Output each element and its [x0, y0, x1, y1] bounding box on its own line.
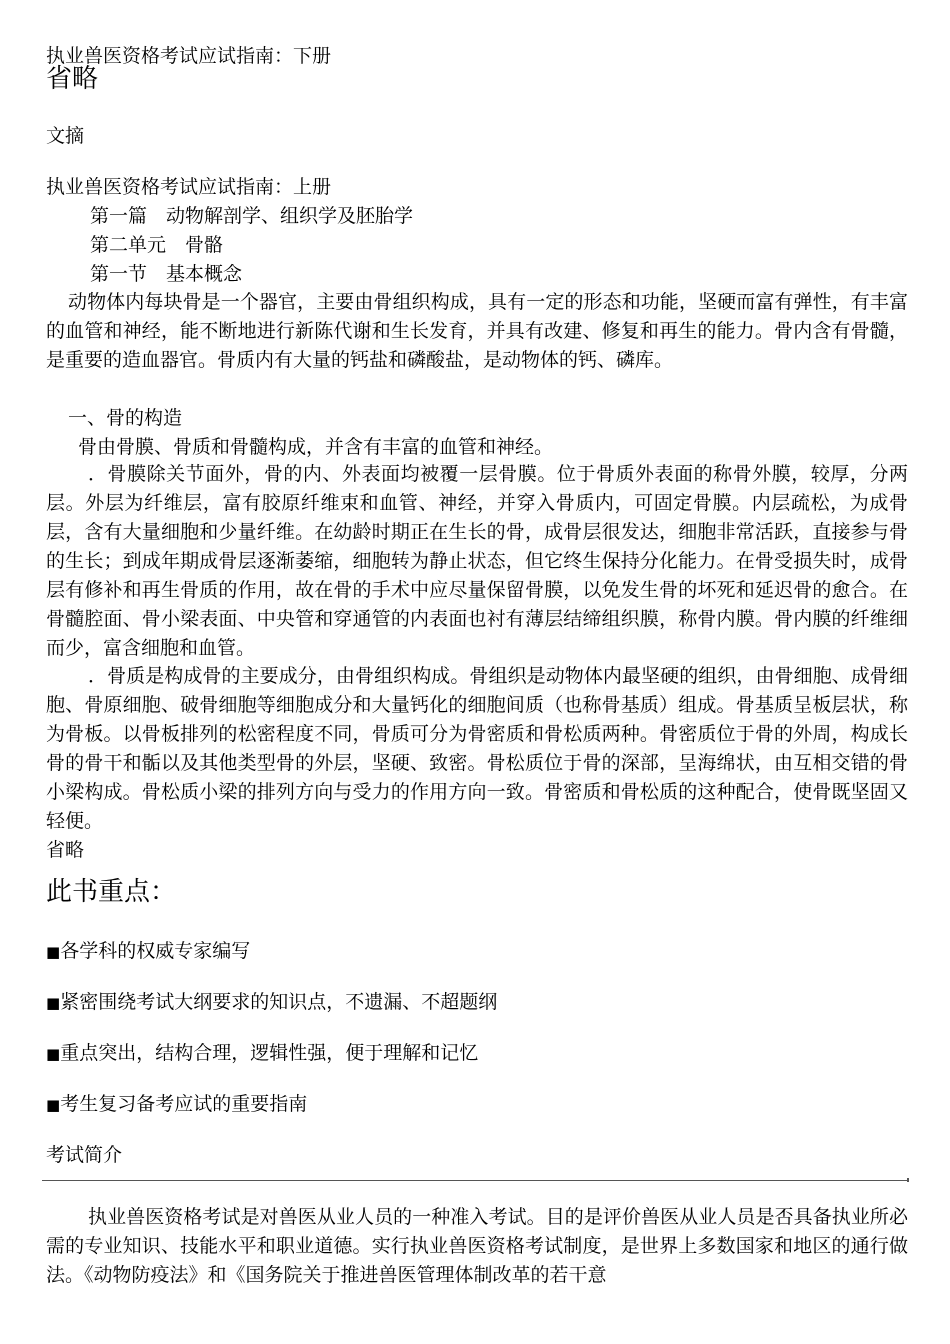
paragraph-bone-substance: ．骨质是构成骨的主要成分，由骨组织构成。骨组织是动物体内最坚硬的组织，由骨细胞、成骨细胞、骨原细胞、破骨细胞等细胞成分和大量钙化的细胞间质（也称骨基质）组成。骨基质呈板层状，称为骨板。以骨板排列的松密程度不同，骨质可分为骨密质和骨松质两种。骨密质位于骨的外周，构成长骨的骨干和骺以及其他类型骨的外层，坚硬、致密。骨松质位于骨的深部，呈海绵状，由互相交错的骨小梁构成。骨松质小梁的排列方向与受力的作用方向一致。骨密质和骨松质的这种配合，使骨既坚固又轻便。 — [46, 665, 908, 832]
highlight-item: ■各学科的权威专家编写 — [46, 940, 251, 962]
bullet-square-icon: ■ — [46, 994, 61, 1012]
exam-intro-label: 考试简介 — [46, 1144, 123, 1166]
bullet-square-icon: ■ — [46, 943, 61, 961]
unit-heading: 第二单元 骨骼 — [90, 234, 224, 256]
paragraph-periosteum: ．骨膜除关节面外，骨的内、外表面均被覆一层骨膜。位于骨质外表面的称骨外膜，较厚，分两层。外层为纤维层，富有胶原纤维束和血管、神经，并穿入骨质内，可固定骨膜。内层疏松，为成骨层，含有大量细胞和少量纤维。在幼龄时期正在生长的骨，成骨层很发达，细胞非常活跃，直接参与骨的生长；到成年期成骨层逐渐萎缩，细胞转为静止状态，但它终生保持分化能力。在骨受损失时，成骨层有修补和再生骨质的作用，故在骨的手术中应尽量保留骨膜，以免发生骨的坏死和延迟骨的愈合。在骨髓腔面、骨小梁表面、中央管和穿通管的内表面也衬有薄层结缔组织膜，称骨内膜。骨内膜的纤维细而少，富含细胞和血管。 — [46, 463, 908, 659]
highlight-item: ■紧密围绕考试大纲要求的知识点，不遗漏、不超题纲 — [46, 991, 498, 1013]
divider-rule — [42, 1180, 908, 1181]
book-title: 执业兽医资格考试应试指南：上册 — [46, 176, 332, 198]
bullet-square-icon: ■ — [46, 1045, 61, 1063]
omit-note-large: 省略 — [46, 64, 99, 94]
structure-intro: 骨由骨膜、骨质和骨髓构成，并含有丰富的血管和神经。 — [78, 436, 554, 458]
digest-label: 文摘 — [46, 125, 85, 147]
omit-note: 省略 — [46, 839, 85, 861]
part-heading: 第一篇 动物解剖学、组织学及胚胎学 — [90, 205, 414, 227]
structure-heading: 一、骨的构造 — [68, 407, 183, 429]
bullet-square-icon: ■ — [46, 1096, 61, 1114]
paragraph-exam-intro: 执业兽医资格考试是对兽医从业人员的一种准入考试。目的是评价兽医从业人员是否具备执业所必需的专业知识、技能水平和职业道德。实行执业兽医资格考试制度，是世界上多数国家和地区的通行做法。《动物防疫法》和《国务院关于推进兽医管理体制改革的若干意 — [46, 1206, 908, 1286]
paragraph-bone-overview: 动物体内每块骨是一个器官，主要由骨组织构成，具有一定的形态和功能，坚硬而富有弹性，有丰富的血管和神经，能不断地进行新陈代谢和生长发育，并具有改建、修复和再生的能力。骨内含有骨髓，是重要的造血器官。骨质内有大量的钙盐和磷酸盐，是动物体的钙、磷库。 — [46, 291, 908, 371]
header-title: 执业兽医资格考试应试指南：下册 — [46, 45, 332, 67]
highlight-item: ■考生复习备考应试的重要指南 — [46, 1093, 308, 1115]
highlights-heading: 此书重点： — [46, 877, 177, 907]
highlight-item: ■重点突出，结构合理，逻辑性强，便于理解和记忆 — [46, 1042, 479, 1064]
section-heading: 第一节 基本概念 — [90, 263, 243, 285]
